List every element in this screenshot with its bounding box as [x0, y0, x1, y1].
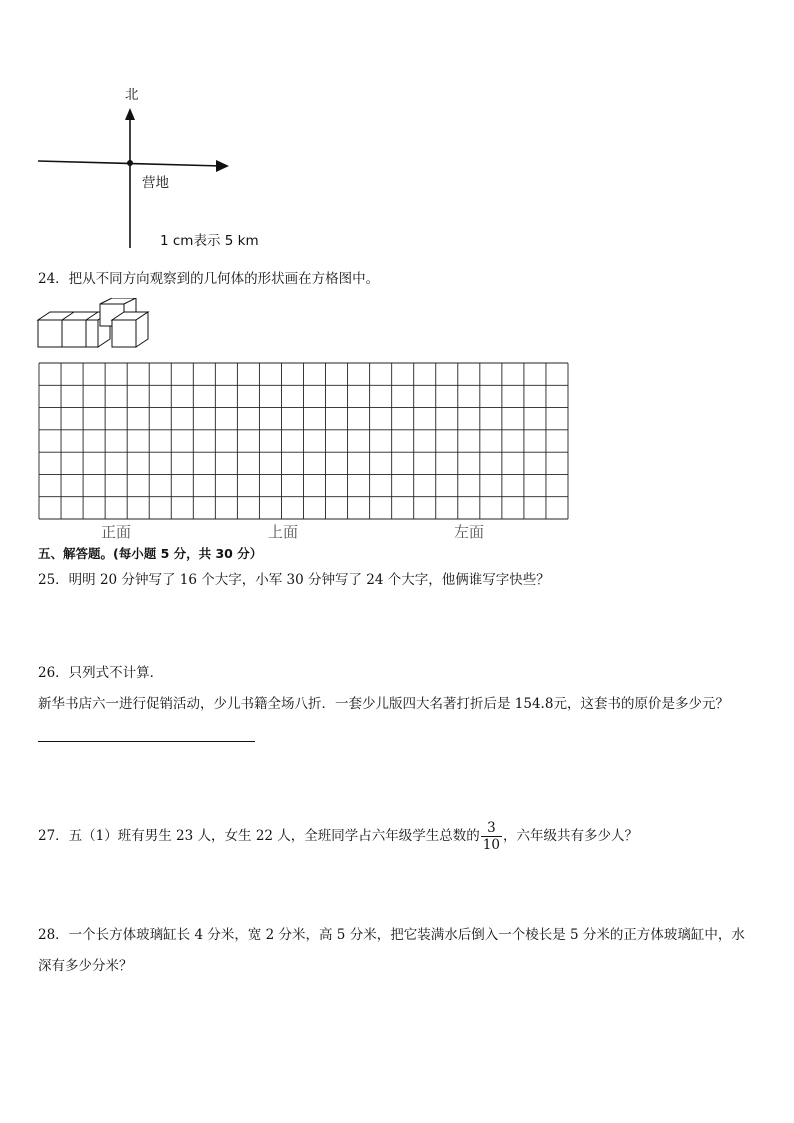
camp-point: [127, 160, 133, 166]
section-5-title: 五、解答题。(每小题 5 分，共 30 分）: [38, 546, 263, 561]
front-view-label: 正面: [101, 523, 132, 541]
cube-solid-figure: [36, 298, 156, 352]
answer-line[interactable]: [38, 741, 255, 742]
question-26-heading: 26．只列式不计算．: [38, 665, 164, 681]
fraction-denominator: 10: [482, 837, 500, 853]
question-24-text: 24．把从不同方向观察到的几何体的形状画在方格图中。: [38, 271, 380, 287]
drawing-grid[interactable]: [38, 362, 569, 520]
question-27-text: [38, 816, 638, 856]
question-28-line-1: 28．一个长方体玻璃缸长 4 分米，宽 2 分米，高 5 分米，把它装满水后倒入一个棱长是 5 分米的正方体玻璃缸中，水: [38, 927, 745, 943]
question-25-text: 25．明明 20 分钟写了 16 个大字，小军 30 分钟写了 24 个大字，他俩谁写字快些？: [38, 572, 550, 588]
fraction-3-10: [481, 820, 502, 853]
question-27-text-after: ，六年级共有多少人？: [502, 828, 638, 844]
camp-label: 营地: [142, 175, 169, 191]
compass-axes: [30, 80, 270, 255]
north-arrow-icon: [125, 108, 135, 120]
left-view-label: 左面: [454, 523, 485, 541]
question-27-text-before: 27．五（1）班有男生 23 人，女生 22 人，全班同学占六年级学生总数的: [38, 828, 480, 844]
east-arrow-icon: [216, 160, 229, 172]
scale-label: 1 cm表示 5 km: [160, 233, 259, 249]
question-26-text: 新华书店六一进行促销活动，少儿书籍全场八折．一套少儿版四大名著打折后是 154.8元，这套书的原价是多少元？: [38, 696, 729, 712]
question-28-line-2: 深有多少分米？: [38, 958, 133, 974]
north-label: 北: [125, 87, 139, 103]
top-view-label: 上面: [268, 523, 299, 541]
fraction-numerator: 3: [487, 820, 496, 836]
